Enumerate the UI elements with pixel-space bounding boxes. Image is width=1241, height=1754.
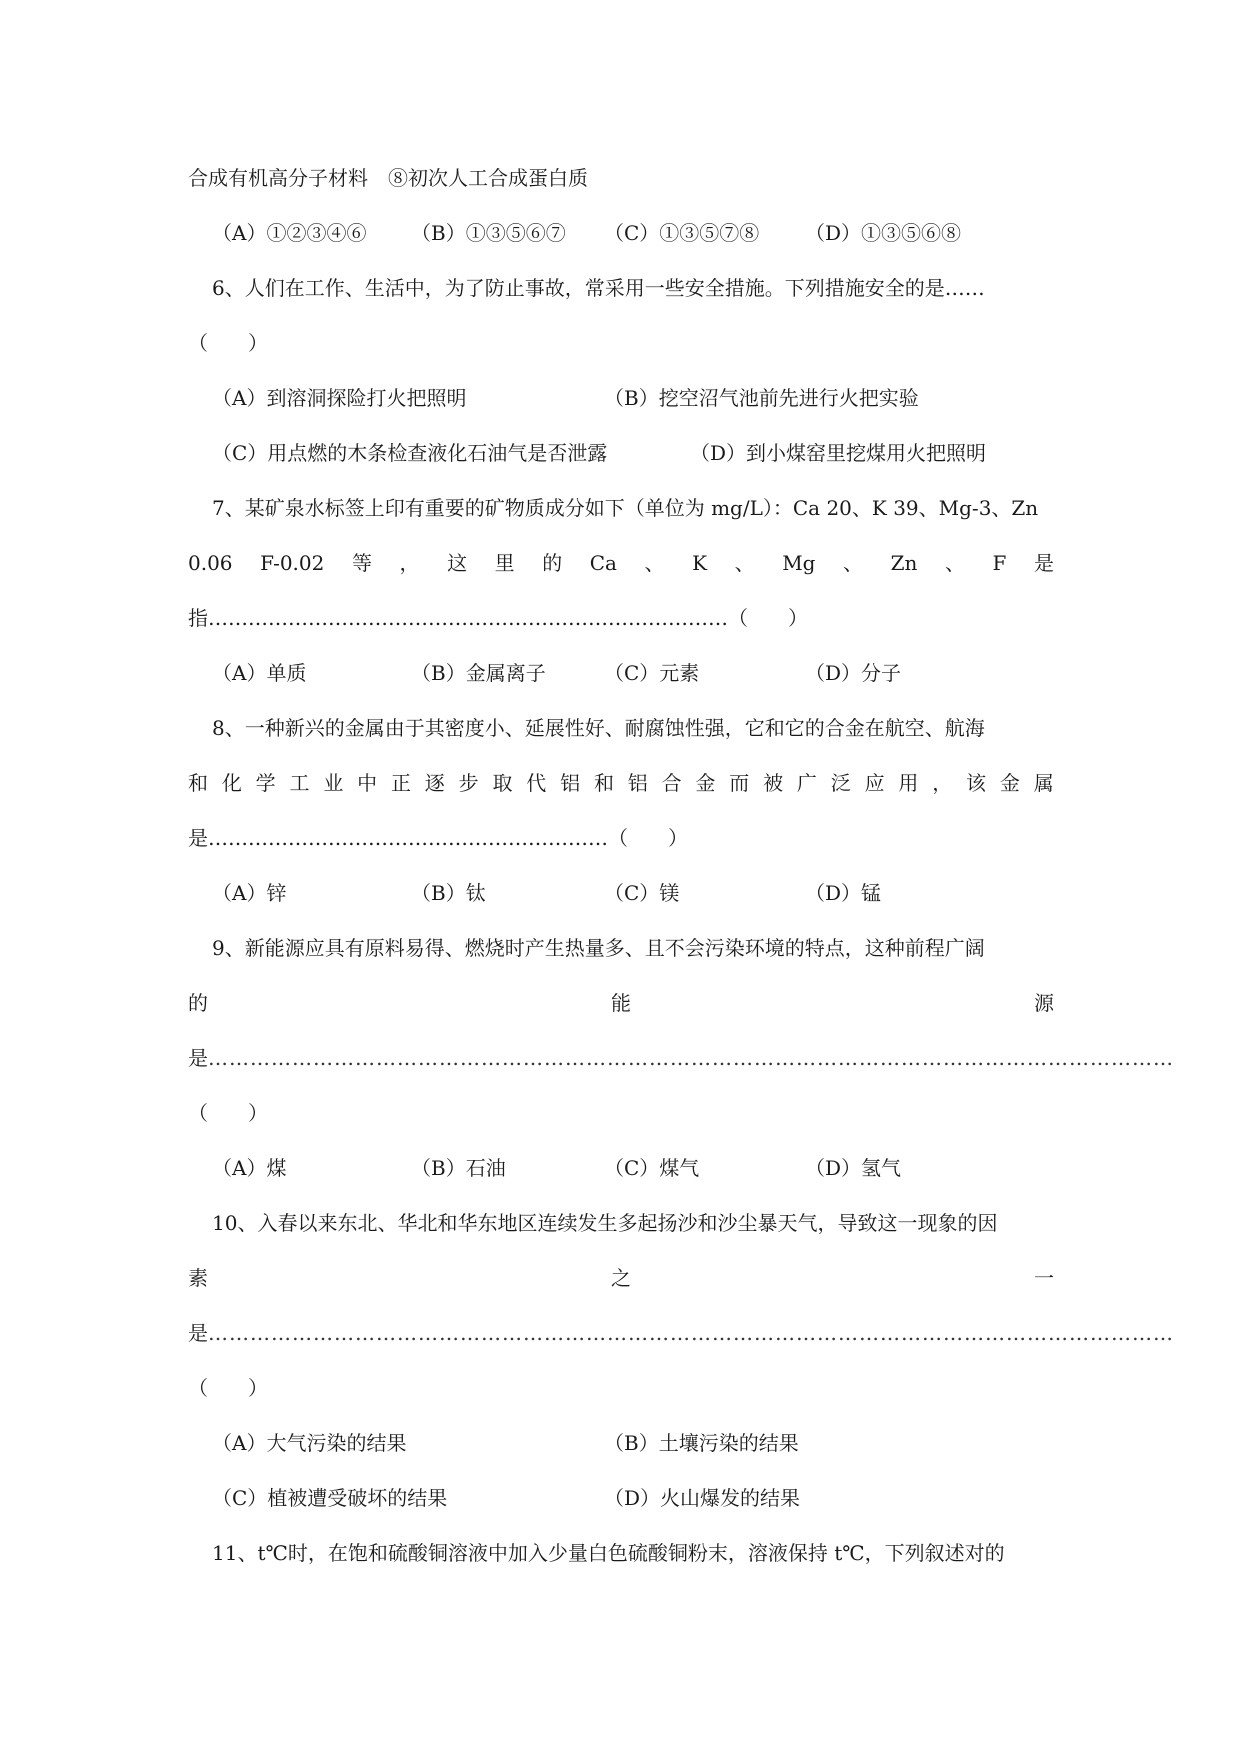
word: 被	[763, 771, 784, 795]
word: Mg	[782, 551, 816, 575]
option-a: （A）锌	[212, 881, 287, 905]
dotted-line	[188, 1043, 1174, 1073]
answer-paren: （ ）	[188, 1101, 268, 1125]
word: 源	[1034, 991, 1054, 1015]
word: 合	[661, 771, 682, 795]
question-8-stem: 8、一种新兴的金属由于其密度小、延展性好、耐腐蚀性强，它和它的合金在航空、航海	[212, 716, 985, 740]
word: 0.06	[188, 551, 233, 575]
justified-line	[188, 548, 1054, 578]
answer-paren: （ ）	[188, 331, 268, 355]
word: 的	[188, 991, 208, 1015]
option-d: （D）到小煤窑里挖煤用火把照明	[690, 441, 987, 465]
answer-paren: （ ）	[728, 606, 808, 630]
word: 用	[898, 771, 919, 795]
leader-dots: ……………………………………………………………………	[208, 606, 728, 630]
word: 正	[390, 771, 411, 795]
word: 是	[188, 1321, 208, 1345]
leader-dots: …………………………………………………………………………………………………………………………	[208, 1046, 1174, 1070]
word: Zn	[890, 551, 918, 575]
answer-paren: （ ）	[608, 826, 688, 850]
word: 这	[447, 551, 468, 575]
option-d: （D）①③⑤⑥⑧	[805, 221, 962, 245]
word: 是	[188, 826, 208, 850]
word: 指	[188, 606, 208, 630]
word: 素	[188, 1266, 208, 1290]
answer-paren: （ ）	[188, 1376, 268, 1400]
option-c: （C）用点燃的木条检查液化石油气是否泄露	[212, 441, 608, 465]
option-b: （B）土壤污染的结果	[604, 1431, 799, 1455]
word: 业	[323, 771, 344, 795]
word: 广	[796, 771, 817, 795]
word: ，	[399, 551, 420, 575]
option-b: （B）①③⑤⑥⑦	[411, 221, 566, 245]
word: 代	[526, 771, 547, 795]
option-c: （C）镁	[604, 881, 680, 905]
option-b: （B）挖空沼气池前先进行火把实验	[604, 386, 919, 410]
word: F	[992, 551, 1007, 575]
word: 和	[188, 771, 208, 795]
word: 等	[351, 551, 372, 575]
word: ，	[932, 771, 953, 795]
word: Ca	[589, 551, 617, 575]
word: 属	[1033, 771, 1054, 795]
option-c: （C）①③⑤⑦⑧	[604, 221, 760, 245]
word: 步	[458, 771, 479, 795]
option-c: （C）植被遭受破坏的结果	[212, 1486, 448, 1510]
leader-dots: ……………………………………………………	[208, 826, 608, 850]
question-10-stem: 10、入春以来东北、华北和华东地区连续发生多起扬沙和沙尘暴天气，导致这一现象的因	[212, 1211, 998, 1235]
word: 能	[611, 991, 631, 1015]
dotted-line	[188, 823, 688, 853]
word: 是	[1033, 551, 1054, 575]
word: 一	[1034, 1266, 1054, 1290]
word: 工	[289, 771, 310, 795]
justified-line	[188, 768, 1054, 798]
word: 化	[221, 771, 242, 795]
word: 、	[944, 551, 965, 575]
word: 金	[999, 771, 1020, 795]
word: 泛	[830, 771, 851, 795]
dotted-line	[188, 603, 808, 633]
word: 和	[593, 771, 614, 795]
word: 中	[357, 771, 378, 795]
word: 、	[644, 551, 665, 575]
leader-dots: …………………………………………………………………………………………………………………………	[208, 1321, 1174, 1345]
word: 而	[729, 771, 750, 795]
question-7-stem: 7、某矿泉水标签上印有重要的矿物质成分如下（单位为 mg/L）：Ca 20、K 39、Mg-3、Zn	[212, 496, 1039, 520]
option-b: （B）石油	[411, 1156, 506, 1180]
word: 里	[494, 551, 515, 575]
option-a: （A）①②③④⑥	[212, 221, 367, 245]
word: 金	[695, 771, 716, 795]
word: 铝	[560, 771, 581, 795]
word: 、	[843, 551, 864, 575]
word: 学	[255, 771, 276, 795]
word: F-0.02	[260, 551, 325, 575]
word: 该	[966, 771, 987, 795]
option-d: （D）锰	[805, 881, 882, 905]
word: 应	[864, 771, 885, 795]
word: 铝	[627, 771, 648, 795]
question-6-stem: 6、人们在工作、生活中，为了防止事故，常采用一些安全措施。下列措施安全的是……	[212, 276, 985, 300]
word: 取	[492, 771, 513, 795]
word: 逐	[424, 771, 445, 795]
option-a: （A）大气污染的结果	[212, 1431, 407, 1455]
option-c: （C）元素	[604, 661, 700, 685]
option-b: （B）金属离子	[411, 661, 546, 685]
option-b: （B）钛	[411, 881, 486, 905]
word: 之	[611, 1266, 631, 1290]
question-9-stem: 9、新能源应具有原料易得、燃烧时产生热量多、且不会污染环境的特点，这种前程广阔	[212, 936, 985, 960]
option-c: （C）煤气	[604, 1156, 700, 1180]
option-d: （D）火山爆发的结果	[604, 1486, 801, 1510]
option-a: （A）煤	[212, 1156, 287, 1180]
word: 是	[188, 1046, 208, 1070]
word: 、	[734, 551, 755, 575]
question-11-stem: 11、t℃时，在饱和硫酸铜溶液中加入少量白色硫酸铜粉末，溶液保持 t℃，下列叙述对的	[212, 1541, 1005, 1565]
word: K	[692, 551, 708, 575]
justified-line	[188, 1263, 1054, 1293]
option-d: （D）分子	[805, 661, 902, 685]
word: 的	[542, 551, 563, 575]
option-a: （A）单质	[212, 661, 307, 685]
option-d: （D）氢气	[805, 1156, 902, 1180]
text-line: 合成有机高分子材料 ⑧初次人工合成蛋白质	[188, 166, 588, 190]
dotted-line	[188, 1318, 1174, 1348]
option-a: （A）到溶洞探险打火把照明	[212, 386, 467, 410]
justified-line	[188, 988, 1054, 1018]
